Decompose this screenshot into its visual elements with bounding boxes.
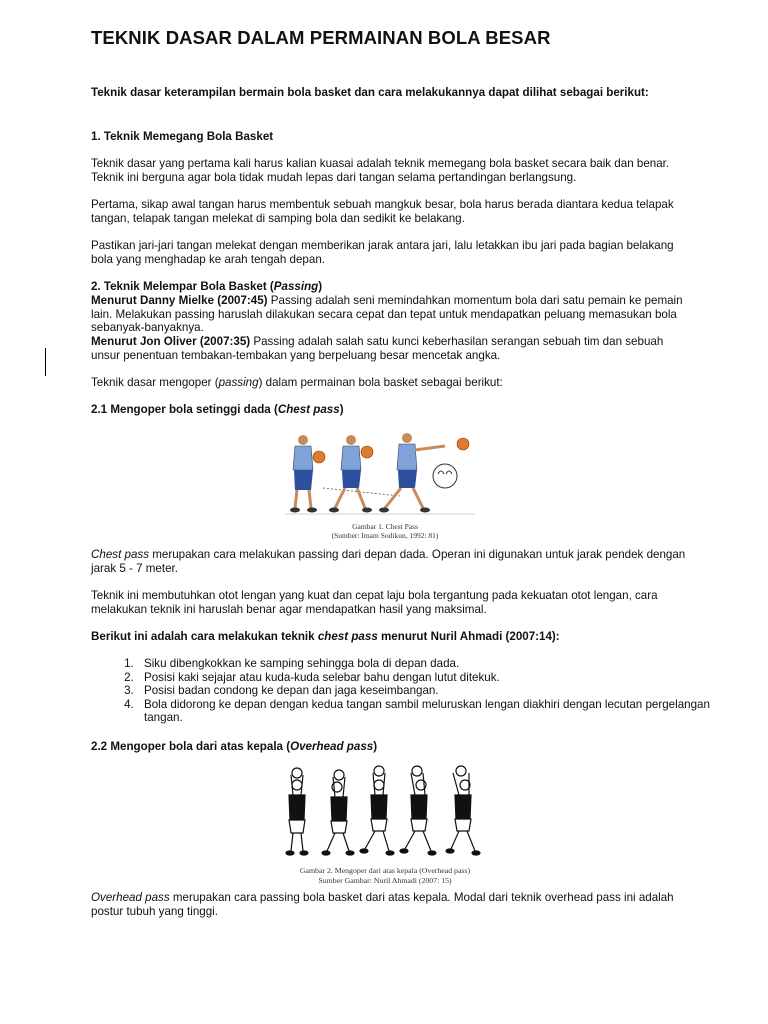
method-intro-suffix: menurut Nuril Ahmadi (2007:14): <box>377 630 560 643</box>
hand-grip-detail <box>433 464 457 488</box>
player-2-figure <box>329 435 373 513</box>
quote-2-text: Passing adalah salah satu kunci keberhasilan serangan sebuah tim dan sebuah unsur penentuan tembakan-tembakan yang berpeluang besar mencetak angka. <box>91 335 664 362</box>
chest-pass-illustration <box>285 430 475 522</box>
section-2-heading-term: Passing <box>273 280 319 293</box>
quote-jon-oliver <box>91 335 691 362</box>
player-3-figure <box>379 433 469 513</box>
section-2-intro-suffix: ) dalam permainan bola basket sebagai berikut: <box>258 376 503 389</box>
section-2-1-heading-term: Chest pass <box>277 403 340 416</box>
section-2-1-heading-prefix: 2.1 Mengoper bola setinggi dada ( <box>91 403 278 416</box>
section-2-intro-term: passing <box>218 376 259 389</box>
overhead-player-4 <box>400 766 436 855</box>
section-2-1-heading-suffix: ) <box>339 403 344 416</box>
intro-paragraph: Teknik dasar keterampilan bermain bola basket dan cara melakukannya dapat dilihat sebagai berikut: <box>91 86 649 99</box>
section-1-paragraph-3: Pastikan jari-jari tangan melekat dengan memberikan jarak antara jari, lalu letakkan ibu jari pada bagian belakang bola yang menghadap ke arah tengah depan. <box>91 239 674 266</box>
figure-2-caption-line-2: Sumber Gambar: Nuril Ahmadi (2007: 15) <box>318 875 452 885</box>
section-2-heading <box>91 280 691 294</box>
section-2-heading-suffix: ) <box>318 280 323 293</box>
section-2-2-heading-suffix: ) <box>373 740 378 753</box>
figure-1-caption <box>300 522 470 540</box>
section-1-paragraph-2: Pertama, sikap awal tangan harus membentuk sebuah mangkuk besar, bola harus berada diantara kedua telapak tangan, telapak tangan melekat di samping bola dan sedikit ke belakang. <box>91 198 674 225</box>
overhead-pass-term: Overhead pass <box>91 891 170 904</box>
chest-pass-description: merupakan cara melakukan passing dari depan dada. Operan ini digunakan untuk jarak pendek dengan jarak 5 - 7 meter. <box>91 548 686 575</box>
section-2-heading-prefix: 2. Teknik Melempar Bola Basket ( <box>91 280 274 293</box>
list-item: 2. Posisi kaki sejajar atau kuda-kuda selebar bahu dengan lutut ditekuk. <box>137 671 737 685</box>
section-1-paragraph-1: Teknik dasar yang pertama kali harus kalian kuasai adalah teknik memegang bola basket secara baik dan benar. Teknik ini berguna agar bola tidak mudah lepas dari tangan selama pertandingan berlangsung. <box>91 157 670 184</box>
figure-2-caption <box>270 866 500 885</box>
chest-pass-method-intro <box>91 630 691 644</box>
chest-pass-term: Chest pass <box>91 548 149 561</box>
overhead-pass-description: merupakan cara passing bola basket dari atas kepala. Modal dari teknik overhead pass ini adalah postur tubuh yang tinggi. <box>91 891 674 918</box>
section-2-2-heading-prefix: 2.2 Mengoper bola dari atas kepala ( <box>91 740 291 753</box>
section-2-intro <box>91 376 691 390</box>
overhead-player-2 <box>322 770 354 855</box>
section-2-intro-prefix: Teknik dasar mengoper ( <box>91 376 219 389</box>
figure-2-caption-line-1: Gambar 2. Mengoper dari atas kepala (Overhead pass) <box>299 866 471 875</box>
overhead-player-3 <box>360 766 394 855</box>
quote-1-author: Menurut Danny Mielke (2007:45) <box>91 294 268 307</box>
list-item: 1. Siku dibengkokkan ke samping sehingga bola di depan dada. <box>137 657 737 671</box>
chest-pass-paragraph-2: Teknik ini membutuhkan otot lengan yang kuat dan cepat laju bola tergantung pada kekuatan otot lengan, cara melakukan teknik ini haruslah benar agar mendapatkan hasil yang maksimal. <box>91 589 658 616</box>
section-1-heading: 1. Teknik Memegang Bola Basket <box>91 130 274 143</box>
list-item: 4. Bola didorong ke depan dengan kedua tangan sambil meluruskan lengan diakhiri dengan lecutan pergelangan tangan. <box>137 698 737 725</box>
figure-1-caption-line-1: Gambar 1. Chest Pass <box>352 522 418 531</box>
quote-danny-mielke <box>91 294 691 335</box>
document-title: TEKNIK DASAR DALAM PERMAINAN BOLA BESAR <box>91 27 551 48</box>
overhead-pass-illustration <box>275 765 495 860</box>
chest-pass-steps-list <box>91 657 737 725</box>
chest-pass-paragraph <box>91 548 691 575</box>
overhead-pass-paragraph <box>91 891 691 918</box>
overhead-player-5 <box>446 766 480 855</box>
method-intro-prefix: Berikut ini adalah cara melakukan teknik <box>91 630 318 643</box>
player-1-figure <box>290 435 325 513</box>
list-item: 3. Posisi badan condong ke depan dan jaga keseimbangan. <box>137 684 737 698</box>
section-2-2-heading-term: Overhead pass <box>290 740 374 753</box>
quote-1-text: Passing adalah seni memindahkan momentum bola dari satu pemain ke pemain lain. Melakukan passing haruslah dilakukan secara cepat dan tepat untuk mendapatkan peluang memasukan bola sebanyak-banyaknya. <box>91 294 683 335</box>
quote-2-author: Menurut Jon Oliver (2007:35) <box>91 335 251 348</box>
section-2-2-heading <box>91 740 691 754</box>
figure-1-caption-line-2: (Sumber: Imam Sodikun, 1992: 81) <box>331 531 439 540</box>
overhead-player-1 <box>286 768 308 855</box>
method-intro-term: chest pass <box>317 630 378 643</box>
text-cursor <box>45 348 46 376</box>
section-2-1-heading <box>91 403 691 417</box>
